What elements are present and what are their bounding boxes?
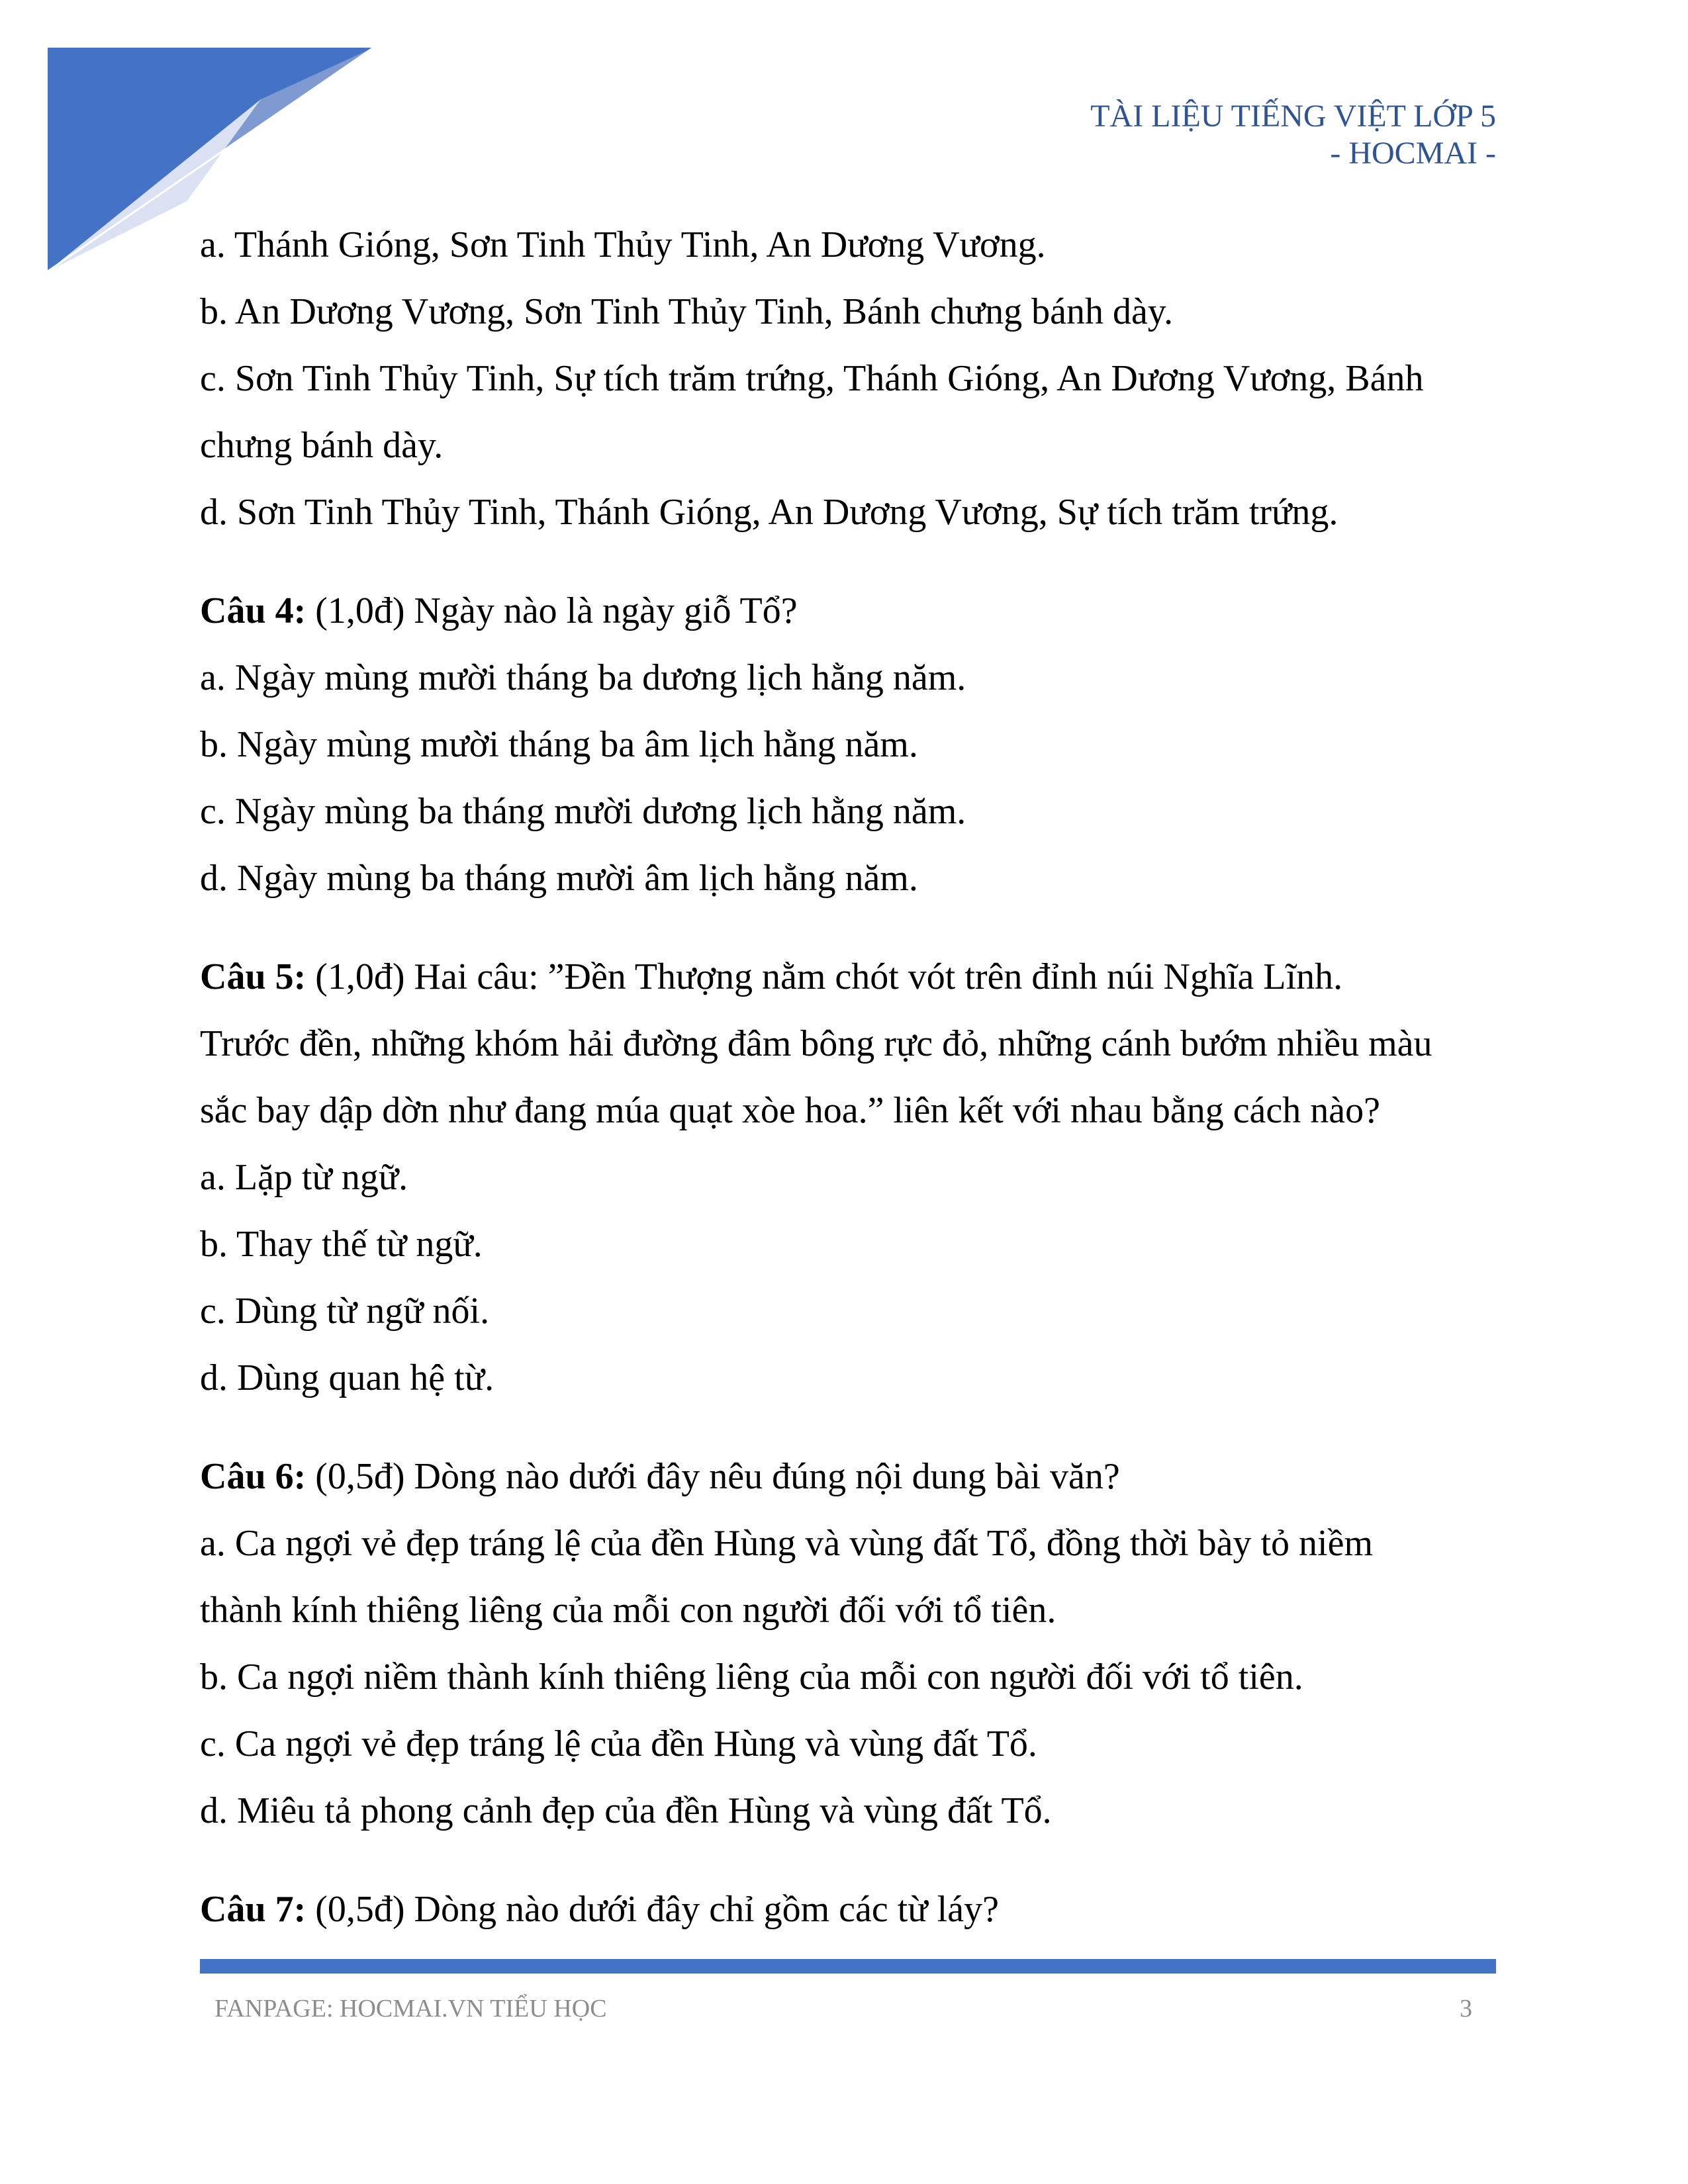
q3-option-c-line-1: c. Sơn Tinh Thủy Tinh, Sự tích trăm trứng, Thánh Gióng, An Dương Vương, Bánh [200, 358, 1424, 399]
q5-option-a: a. Lặp từ ngữ. [200, 1157, 408, 1198]
question-7 [200, 1876, 1497, 1943]
question-4-label: Câu 4: [200, 590, 306, 631]
q5-option-d: d. Dùng quan hệ từ. [200, 1357, 494, 1398]
question-4-prompt [200, 578, 1497, 645]
q6-option-a-line-1: a. Ca ngợi vẻ đẹp tráng lệ của đền Hùng và vùng đất Tổ, đồng thời bày tỏ niềm [200, 1523, 1374, 1564]
q6-option-d: d. Miêu tả phong cảnh đẹp của đền Hùng và vùng đất Tổ. [200, 1790, 1052, 1831]
document-body [200, 212, 1497, 1943]
question-5-text: (1,0đ) Hai câu: ”Đền Thượng nằm chót vót trên đỉnh núi Nghĩa Lĩnh. [306, 956, 1343, 997]
q4-option-a: a. Ngày mùng mười tháng ba dương lịch hằng năm. [200, 657, 966, 698]
question-6 [200, 1443, 1497, 1844]
q3-option-a: a. Thánh Gióng, Sơn Tinh Thủy Tinh, An Dương Vương. [200, 224, 1046, 265]
header-title: TÀI LIỆU TIẾNG VIỆT LỚP 5 [1090, 99, 1496, 134]
question-3-options [200, 212, 1497, 546]
q4-option-c: c. Ngày mùng ba tháng mười dương lịch hằng năm. [200, 791, 966, 832]
q5-option-b: b. Thay thế từ ngữ. [200, 1224, 483, 1265]
q6-option-a-line-2: thành kính thiêng liêng của mỗi con người đối với tổ tiên. [200, 1590, 1056, 1631]
document-header [1090, 98, 1496, 172]
question-5-label: Câu 5: [200, 956, 306, 997]
footer-divider [200, 1959, 1496, 1974]
question-7-text: (0,5đ) Dòng nào dưới đây chỉ gồm các từ láy? [306, 1889, 999, 1930]
q3-option-b: b. An Dương Vương, Sơn Tinh Thủy Tinh, Bánh chưng bánh dày. [200, 291, 1174, 332]
question-7-prompt [200, 1876, 1497, 1943]
q6-option-b: b. Ca ngợi niềm thành kính thiêng liêng của mỗi con người đối với tổ tiên. [200, 1657, 1303, 1698]
q6-option-c: c. Ca ngợi vẻ đẹp tráng lệ của đền Hùng và vùng đất Tổ. [200, 1723, 1037, 1764]
question-5-prompt-line-2: Trước đền, những khóm hải đường đâm bông rực đỏ, những cánh bướm nhiều màu [200, 1023, 1432, 1064]
q4-option-b: b. Ngày mùng mười tháng ba âm lịch hằng năm. [200, 724, 918, 765]
header-brand: - HOCMAI - [1330, 136, 1496, 171]
question-5-prompt-line-3: sắc bay dập dờn như đang múa quạt xòe hoa.” liên kết với nhau bằng cách nào? [200, 1090, 1380, 1131]
question-6-label: Câu 6: [200, 1456, 306, 1497]
q3-option-d: d. Sơn Tinh Thủy Tinh, Thánh Gióng, An Dương Vương, Sự tích trăm trứng. [200, 492, 1338, 533]
question-6-prompt [200, 1443, 1497, 1510]
footer-fanpage: FANPAGE: HOCMAI.VN TIỂU HỌC [214, 1995, 607, 2023]
q4-option-d: d. Ngày mùng ba tháng mười âm lịch hằng năm. [200, 858, 918, 899]
page-number: 3 [1460, 1995, 1472, 2023]
question-5 [200, 944, 1497, 1412]
question-4-text: (1,0đ) Ngày nào là ngày giỗ Tổ? [306, 590, 798, 631]
q5-option-c: c. Dùng từ ngữ nối. [200, 1291, 490, 1332]
question-4 [200, 578, 1497, 912]
question-6-text: (0,5đ) Dòng nào dưới đây nêu đúng nội dung bài văn? [306, 1456, 1120, 1497]
q3-option-c-line-2: chưng bánh dày. [200, 425, 444, 466]
question-7-label: Câu 7: [200, 1889, 306, 1930]
question-5-prompt [200, 944, 1497, 1011]
